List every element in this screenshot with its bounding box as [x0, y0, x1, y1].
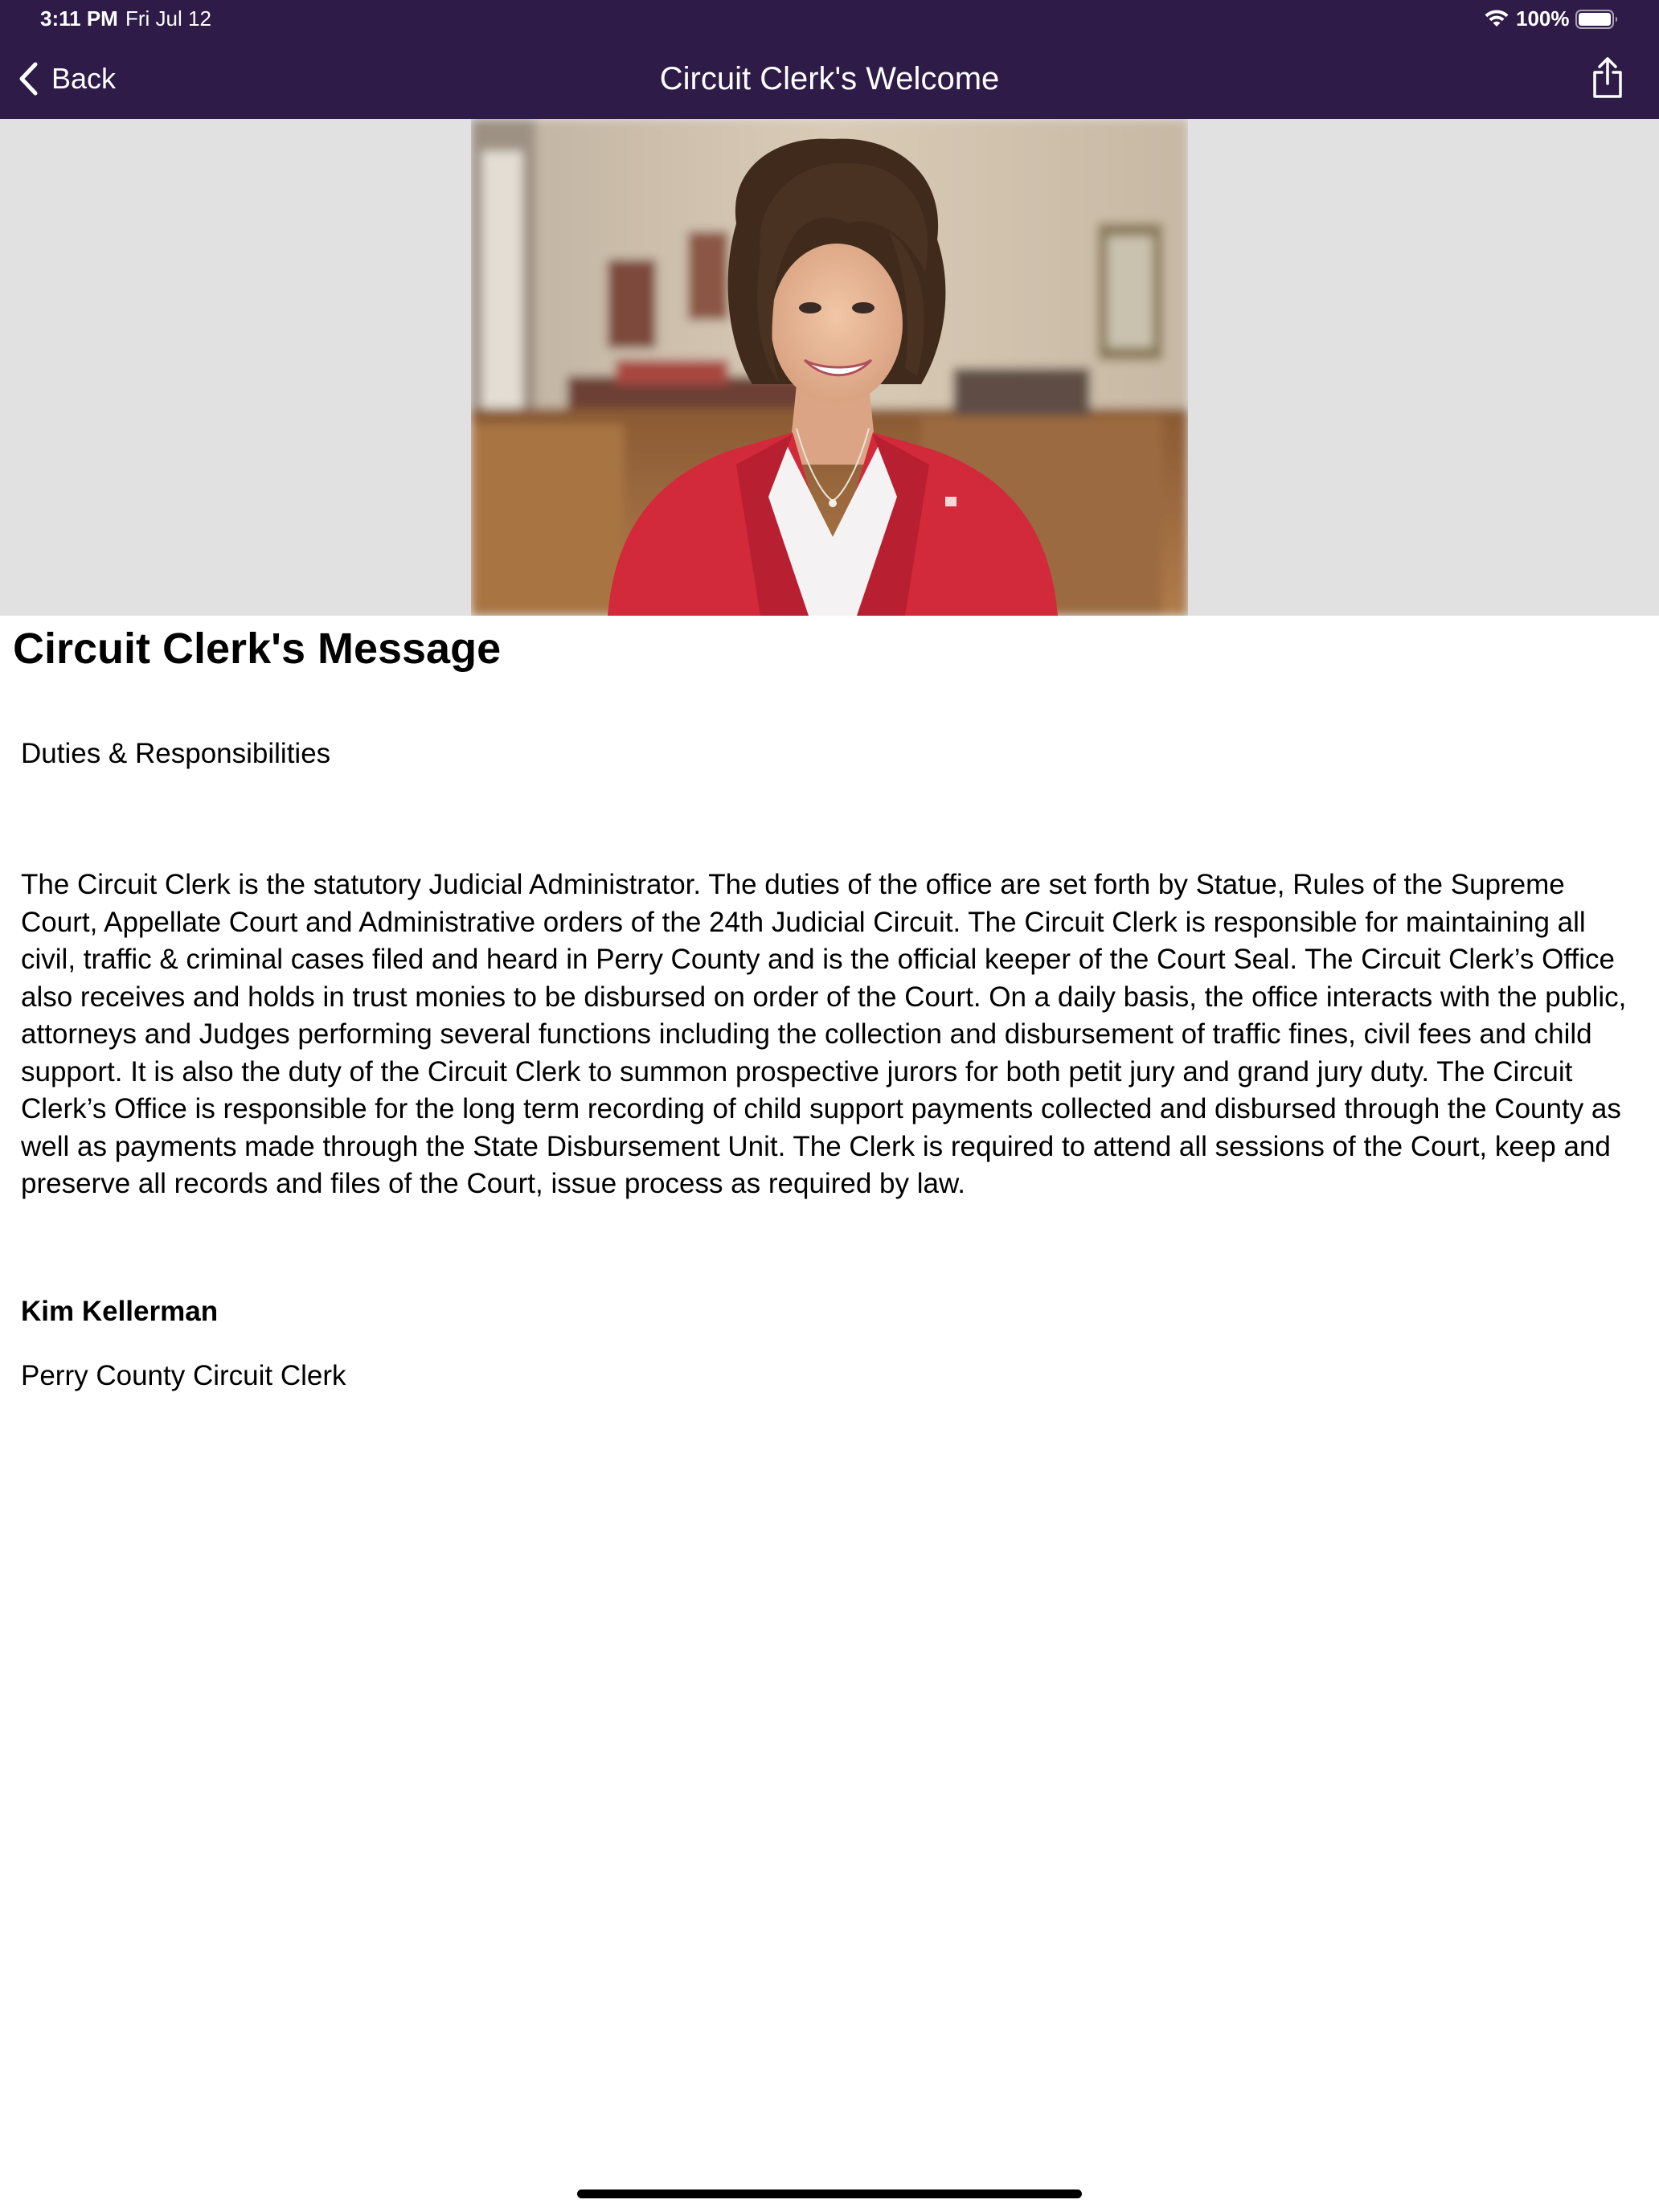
status-time: 3:11 PM: [40, 6, 118, 31]
section-subtitle: Duties & Responsibilities: [21, 738, 331, 769]
back-label: Back: [51, 62, 117, 95]
battery-percent: 100%: [1516, 6, 1570, 31]
navigation-bar: [0, 39, 1659, 119]
home-indicator[interactable]: [577, 2189, 1082, 2198]
signer-title: Perry County Circuit Clerk: [21, 1360, 346, 1391]
status-date: Fri Jul 12: [125, 6, 211, 31]
chevron-left-icon: [16, 61, 40, 96]
battery-icon: [1575, 10, 1619, 29]
signer-name: Kim Kellerman: [21, 1296, 219, 1327]
message-body: The Circuit Clerk is the statutory Judicial Administrator. The duties of the office are set forth by Statue, Rules of the Supreme Court, Appellate Court and Administrative orders of the 24th Judicial Circuit. The Circuit Clerk is responsible for maintaining all civil, traffic & criminal cases filed and heard in Perry County and is the official keeper of the Court Seal. The Circuit Clerk’s Office also receives and holds in trust monies to be disbursed on order of the Court. On a daily basis, the office interacts with the public, attorneys and Judges performing several functions including the collection and disbursement of traffic fines, civil fees and child support. It is also the duty of the Circuit Clerk to summon prospective jurors for both petit jury and grand jury duty. The Circuit Clerk’s Office is responsible for the long term recording of child support payments collected and disbursed through the County as well as payments made through the State Disbursement Unit. The Clerk is required to attend all sessions of the Court, keep and preserve all records and files of the Court, issue process as required by law.: [21, 869, 1627, 1199]
nav-title: Circuit Clerk's Welcome: [659, 61, 1000, 96]
status-bar: [0, 0, 1659, 39]
share-icon[interactable]: [1590, 56, 1625, 100]
back-button[interactable]: [16, 56, 116, 101]
clerk-portrait: [471, 119, 1188, 616]
hero-banner: [0, 119, 1659, 616]
wifi-icon: [1484, 8, 1509, 29]
page-title: Circuit Clerk's Message: [13, 625, 502, 673]
